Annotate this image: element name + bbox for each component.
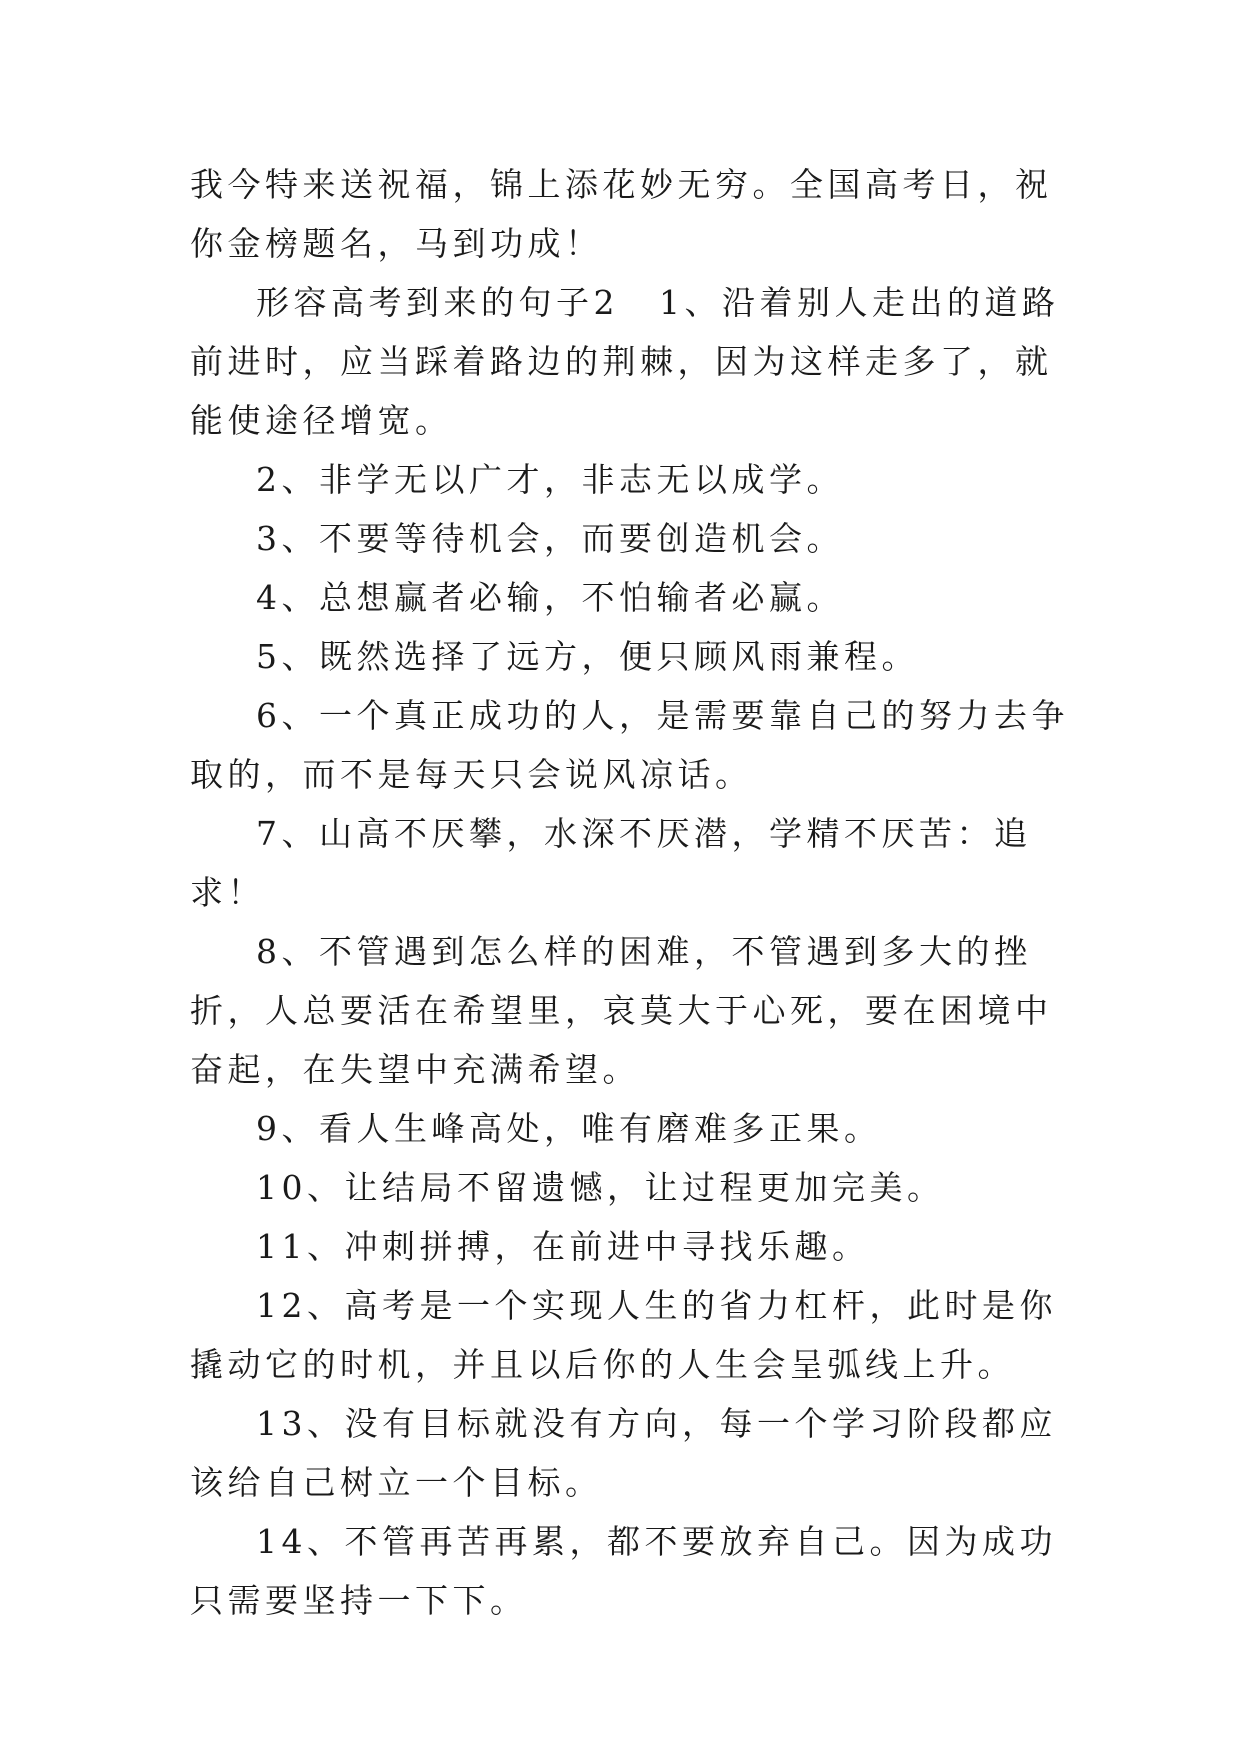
document-page: [190, 155, 1070, 1630]
quote-10: 10、让结局不留遗憾，让过程更加完美。: [256, 1168, 945, 1207]
quote-11: 11、冲刺拼搏，在前进中寻找乐趣。: [256, 1227, 870, 1266]
paragraph-blessing: 我今特来送祝福，锦上添花妙无穷。全国高考日，祝你金榜题名，马到功成！: [190, 165, 1053, 263]
quote-8: 8、不管遇到怎么样的困难，不管遇到多大的挫折，人总要活在希望里，哀莫大于心死，要在困境中奋起，在失望中充满希望。: [190, 932, 1053, 1089]
quote-4: 4、总想赢者必输，不怕输者必赢。: [256, 578, 844, 617]
paragraph-section-2: [190, 273, 1070, 450]
quote-3: 3、不要等待机会，而要创造机会。: [256, 519, 844, 558]
quote-6: 6、一个真正成功的人，是需要靠自己的努力去争取的，而不是每天只会说风凉话。: [190, 696, 1069, 794]
quote-7: 7、山高不厌攀，水深不厌潜，学精不厌苦：追求！: [190, 814, 1032, 912]
quote-14: 14、不管再苦再累，都不要放弃自己。因为成功只需要坚持一下下。: [190, 1522, 1057, 1620]
quote-1: 1、沿着别人走出的道路前进时，应当踩着路边的荆棘，因为这样走多了，就能使途径增宽。: [190, 283, 1060, 440]
quote-5: 5、既然选择了远方，便只顾风雨兼程。: [256, 637, 919, 676]
section-title: 形容高考到来的句子2: [256, 283, 619, 322]
quote-12: 12、高考是一个实现人生的省力杠杆，此时是你撬动它的时机，并且以后你的人生会呈弧线上升。: [190, 1286, 1057, 1384]
quote-13: 13、没有目标就没有方向，每一个学习阶段都应该给自己树立一个目标。: [190, 1404, 1057, 1502]
quote-2: 2、非学无以广才，非志无以成学。: [256, 460, 844, 499]
quote-9: 9、看人生峰高处，唯有磨难多正果。: [256, 1109, 882, 1148]
